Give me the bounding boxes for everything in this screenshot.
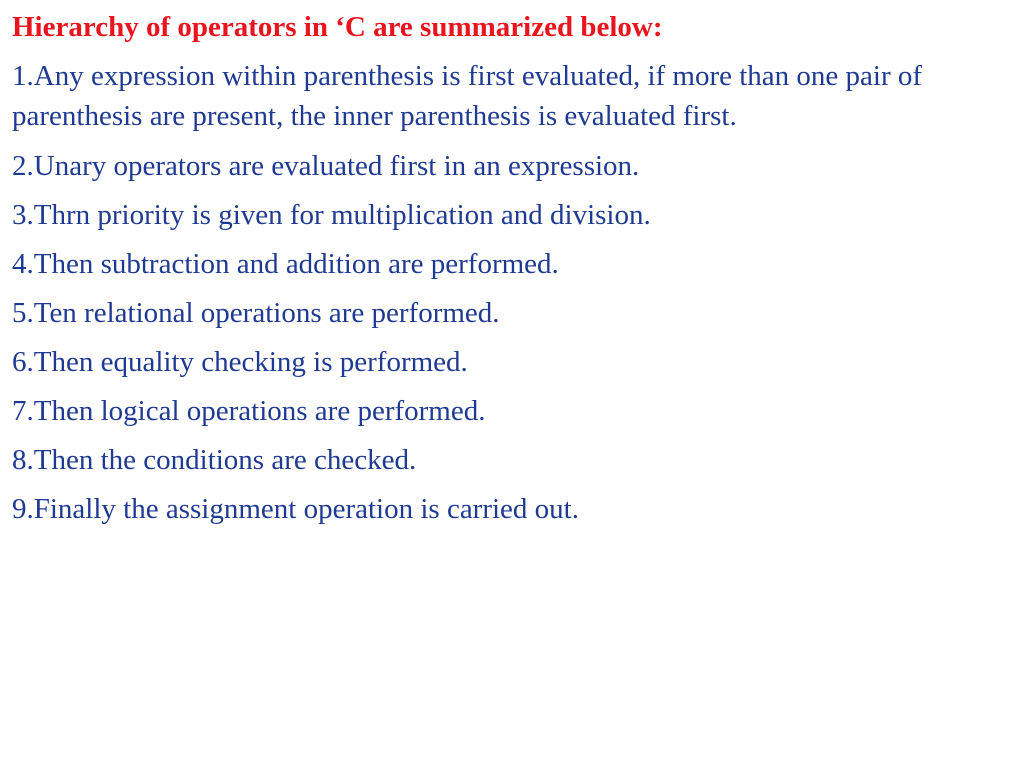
list-item: 5.Ten relational operations are performed. — [12, 297, 500, 329]
operator-hierarchy-list — [12, 56, 1012, 528]
list-item: 3.Thrn priority is given for multiplication and division. — [12, 199, 651, 231]
list-item: 9.Finally the assignment operation is carried out. — [12, 493, 579, 525]
list-item: 7.Then logical operations are performed. — [12, 395, 486, 427]
list-item: 6.Then equality checking is performed. — [12, 346, 468, 378]
list-item: 1.Any expression within parenthesis is first evaluated, if more than one pair of parenthesis are present, the inner parenthesis is evaluated first. — [12, 60, 923, 132]
list-item: 2.Unary operators are evaluated first in an expression. — [12, 150, 640, 182]
slide-content — [12, 8, 1012, 539]
list-item: 4.Then subtraction and addition are performed. — [12, 248, 559, 280]
list-item: 8.Then the conditions are checked. — [12, 444, 417, 476]
slide-title: Hierarchy of operators in ‘C are summarized below: — [12, 11, 663, 43]
